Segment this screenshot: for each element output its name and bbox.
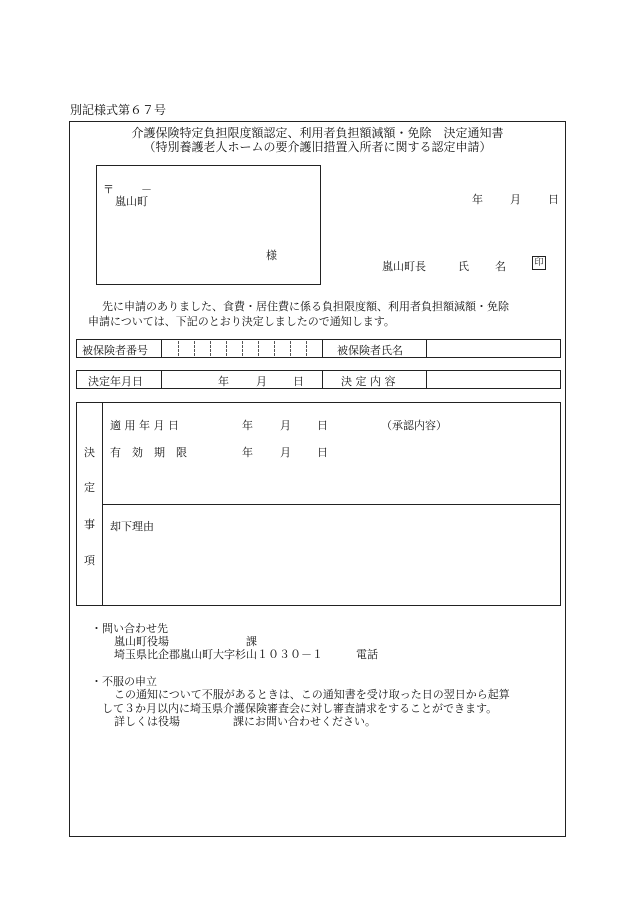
side-char-4: 項 [84, 554, 95, 567]
rejection-reason-label: 却下理由 [110, 520, 154, 533]
appeal-heading: ・不服の申立 [91, 675, 157, 688]
apply-month: 月 [280, 419, 291, 432]
postal-dash: － [141, 183, 152, 196]
title-line-1: 介護保険特定負担限度額認定、利用者負担額減額・免除 決定通知書 [131, 126, 504, 140]
date-day: 日 [548, 193, 559, 206]
contact-address: 埼玉県比企郡嵐山町大字杉山１０３０－１ [114, 648, 323, 661]
insured-number-label: 被保険者番号 [82, 344, 148, 357]
side-char-1: 決 [84, 446, 95, 459]
valid-day: 日 [317, 446, 328, 459]
seal-mark: 印 [532, 256, 546, 270]
approval-content: （承認内容） [381, 419, 447, 432]
issuer-title: 嵐山町長 [382, 260, 426, 273]
valid-year: 年 [242, 446, 253, 459]
decision-day: 日 [293, 375, 304, 388]
valid-month: 月 [280, 446, 291, 459]
insured-name-label: 被保険者氏名 [337, 344, 403, 357]
date-month: 月 [510, 193, 521, 206]
appeal-line-3-a: 詳しくは役場 [114, 715, 180, 728]
intro-line-2: 申請については、下記のとおり決定しましたので通知します。 [88, 315, 395, 328]
appeal-line-1: この通知について不服があるときは、この通知書を受け取った日の翌日から起算 [114, 688, 510, 701]
appeal-line-3-b: 課にお問い合わせください。 [233, 715, 376, 728]
decision-month: 月 [256, 375, 267, 388]
issuer-name-label-2: 名 [495, 260, 506, 273]
contact-office: 嵐山町役場 [114, 635, 169, 648]
contact-phone-label: 電話 [356, 648, 378, 661]
date-year: 年 [472, 193, 483, 206]
side-char-2: 定 [84, 481, 95, 494]
side-char-3: 事 [84, 518, 95, 531]
issuer-name-label-1: 氏 [458, 260, 469, 273]
contact-heading: ・問い合わせ先 [91, 622, 168, 635]
title-line-2: （特別養護老人ホームの要介護旧措置入所者に関する認定申請） [143, 140, 492, 154]
decision-content-label: 決 定 内 容 [341, 375, 396, 388]
decision-row [76, 370, 561, 389]
insured-row [76, 339, 561, 358]
decision-date-label: 決定年月日 [88, 375, 143, 388]
address-town: 嵐山町 [115, 195, 148, 208]
postal-mark: 〒 [103, 183, 114, 196]
address-box [96, 165, 321, 285]
honorific: 様 [266, 249, 277, 262]
apply-date-label: 適 用 年 月 日 [110, 419, 179, 432]
intro-line-1: 先に申請のありました、食費・居住費に係る負担限度額、利用者負担額減額・免除 [102, 300, 509, 313]
apply-day: 日 [317, 419, 328, 432]
apply-year: 年 [242, 419, 253, 432]
contact-section: 課 [246, 635, 257, 648]
form-id: 別記様式第６７号 [70, 103, 167, 117]
valid-period-label: 有 効 期 限 [110, 446, 187, 459]
appeal-line-2: して３か月以内に埼玉県介護保険審査会に対し審査請求をすることができます。 [102, 702, 498, 715]
decision-year: 年 [218, 375, 229, 388]
